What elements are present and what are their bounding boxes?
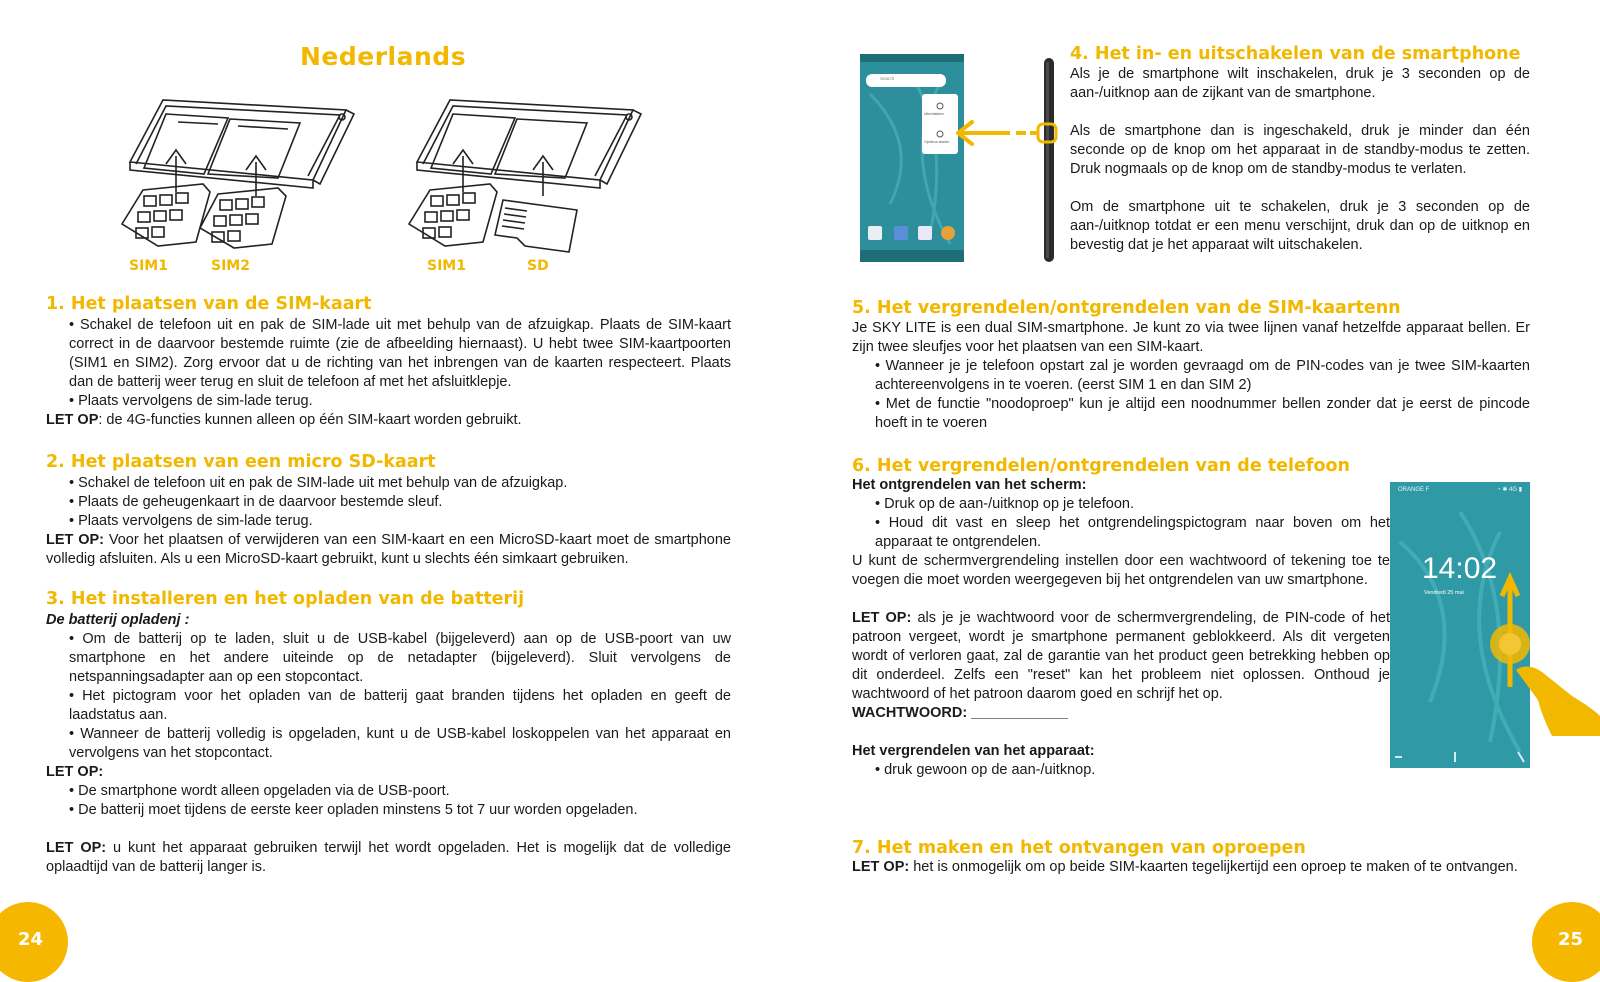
section-3-bullet-3: • Wanneer de batterij volledig is opgeladen, kunt u de USB-kabel loskoppelen van het apparaat en vervolgens van het stopcontact. <box>69 726 731 761</box>
section-4-paragraph-3: Om de smartphone uit te schakelen, druk je 3 seconden op de aan-/uitknop totdat er een menu verschijnt, druk dan op de uitknop en bevestig dat je het apparaat wilt uitschakelen. <box>1070 199 1530 253</box>
section-5-title: 5. Het vergrendelen/ontgrendelen van de SIM-kaartenn <box>852 298 1401 318</box>
figure-label-sim1-b: SIM1 <box>427 258 466 274</box>
section-2-note: LET OP: Voor het plaatsen of verwijderen van een SIM-kaart en een MicroSD-kaart moet de smartphone volledig afsluiten. Als u een MicroSD-kaart gebruikt, kunt u slechts één simkaart gebruiken. <box>46 532 731 567</box>
section-5-paragraph: Je SKY LITE is een dual SIM-smartphone. Je kunt zo via twee lijnen vanaf hetzelfde apparaat bellen. Er zijn twee sleufjes voor het plaatsen van een SIM-kaart. <box>852 320 1530 355</box>
section-7-body <box>852 858 1530 877</box>
page-number-badge-right <box>1532 902 1600 982</box>
section-4-paragraph-1: Als je de smartphone wilt inschakelen, druk je 3 seconden op de aan-/uitknop aan de zijkant van de smartphone. <box>1070 66 1530 101</box>
lock-screen-date: Vendredi 25 mai <box>1424 590 1464 596</box>
section-5-body <box>852 319 1530 433</box>
power-menu-item-restart: Opnieuw starten <box>924 140 950 144</box>
carrier-label: ORANGE F <box>1398 487 1430 493</box>
section-2-body <box>46 474 731 569</box>
section-2-bullet-3: • Plaats vervolgens de sim-lade terug. <box>69 513 313 529</box>
section-2-bullet-2: • Plaats de geheugenkaart in de daarvoor bestemde sleuf. <box>69 494 443 510</box>
left-page <box>0 0 800 972</box>
section-3-bullet-1: • Om de batterij op te laden, sluit u de USB-kabel (bijgeleverd) aan op de USB-poort van uw smartphone en het andere uiteinde op de netadapter (bijgeleverd). Sluit vervolgens de netspanningsadapter aan op een stopcontact. <box>69 631 731 685</box>
page-number-badge-left <box>0 902 68 982</box>
section-6-title: 6. Het vergrendelen/ontgrendelen van de telefoon <box>852 456 1351 476</box>
lock-screen-wallpaper <box>1390 482 1530 768</box>
section-6-body <box>852 476 1390 780</box>
section-6-bullet-3: • druk gewoon op de aan-/uitknop. <box>875 762 1096 778</box>
language-title: Nederlands <box>300 42 467 71</box>
power-menu-item-off: Uitschakelen <box>924 112 945 116</box>
section-3-title: 3. Het installeren en het opladen van de batterij <box>46 589 525 609</box>
section-5-bullet-1: • Wanneer je je telefoon opstart zal je worden gevraagd om de PIN-codes van je twee SIM-kaarten achtereenvolgens in te voeren. (eerst SIM 1 en dan SIM 2) <box>875 358 1530 393</box>
section-2-title: 2. Het plaatsen van een micro SD-kaart <box>46 452 436 472</box>
figure-label-sim1: SIM1 <box>129 258 168 274</box>
page-number-left: 24 <box>18 929 44 950</box>
phone-side-view <box>1036 56 1066 266</box>
section-3-note-heading: LET OP: <box>46 764 104 780</box>
section-1-bullet-1: • Schakel de telefoon uit en pak de SIM-lade uit met behulp van de afzuigkap. Plaats de SIM-kaart correct in de daarvoor bestemde ruimte (zie de afbeelding hiernaast). U hebt twee SIM-kaartpoorten (SIM1 en SIM2). Zorg ervoor dat u de richting van het inbrengen van de kaarten respecteert. Plaats dan de batterij weer terug en sluit de telefoon af met het afsluitklepje. <box>69 317 731 390</box>
sim-sd-tray-illustration <box>405 92 655 262</box>
password-line: WACHTWOORD: ____________ <box>852 705 1068 721</box>
section-3-bullet-4: • De smartphone wordt alleen opgeladen via de USB-poort. <box>69 783 450 799</box>
section-6-bullet-1: • Druk op de aan-/uitknop op je telefoon. <box>875 496 1134 512</box>
section-7-note: LET OP: het is onmogelijk om op beide SIM-kaarten tegelijkertijd een oproep te maken of te ontvangen. <box>852 859 1518 875</box>
section-1-body <box>46 316 731 430</box>
section-2-bullet-1: • Schakel de telefoon uit en pak de SIM-lade uit met behulp van de afzuigkap. <box>69 475 568 491</box>
section-6-subtitle-1: Het ontgrendelen van het scherm: <box>852 477 1087 493</box>
section-5-bullet-2: • Met de functie "noodoproep" kun je altijd een noodnummer bellen zonder dat je eerst de pincode hoeft in te voeren <box>875 396 1530 431</box>
section-3-bullet-5: • De batterij moet tijdens de eerste keer opladen minstens 5 tot 7 uur worden opgeladen. <box>69 802 638 818</box>
finger-hand-icon <box>1512 656 1600 736</box>
phone-lock-screen-image <box>1390 482 1530 768</box>
section-3-body <box>46 611 731 877</box>
section-4-body <box>1070 65 1530 255</box>
figure-label-sim2: SIM2 <box>211 258 250 274</box>
section-3-bullet-2: • Het pictogram voor het opladen van de batterij gaat branden tijdens het opladen en geeft de laadstatus aan. <box>69 688 731 723</box>
figure-label-sd: SD <box>527 258 549 274</box>
section-4-title: 4. Het in- en uitschakelen van de smartphone <box>1070 44 1521 64</box>
section-6-paragraph: U kunt de schermvergrendeling instellen door een wachtwoord of tekening toe te voegen die moet worden weergegeven bij het ontgrendelen van uw smartphone. <box>852 553 1390 588</box>
status-icons: ◔ ✱ 4G ▮ <box>1497 487 1522 493</box>
section-4-paragraph-2: Als de smartphone dan is ingeschakeld, druk je minder dan één seconde op de knop om het apparaat in de standby-modus te zetten. Druk nogmaals op de knop om de standby-modus te verlaten. <box>1070 123 1530 177</box>
section-6-bullet-2: • Houd dit vast en sleep het ontgrendelingspictogram naar boven om het apparaat te ontgrendelen. <box>875 515 1390 550</box>
section-3-subtitle: De batterij opladenj : <box>46 612 190 628</box>
section-1-bullet-2: • Plaats vervolgens de sim-lade terug. <box>69 393 313 409</box>
section-6-subtitle-2: Het vergrendelen van het apparaat: <box>852 743 1095 759</box>
right-page <box>800 0 1600 972</box>
section-6-note: LET OP: als je je wachtwoord voor de schermvergrendeling, de PIN-code of het patroon vergeet, wordt je smartphone permanent geblokkeerd. Als dit vergeten wordt of verloren gaat, zal de garantie van het product geen betrekking hebben op dit onderdeel. Zelfs een "reset" kan het probleem niet oplossen. Onthoud je wachtwoord of het patroon daarom goed en schrijf het op. <box>852 610 1390 702</box>
sim-tray-illustration-1 <box>118 92 368 262</box>
section-7-title: 7. Het maken en het ontvangen van oproepen <box>852 838 1306 858</box>
search-bar-text: Search <box>880 76 895 81</box>
section-1-title: 1. Het plaatsen van de SIM-kaart <box>46 294 372 314</box>
page-number-right: 25 <box>1558 929 1584 950</box>
section-1-note: LET OP: de 4G-functies kunnen alleen op één SIM-kaart worden gebruikt. <box>46 412 522 428</box>
phone-home-screen-image <box>860 54 964 262</box>
lock-screen-time: 14:02 <box>1422 552 1498 585</box>
section-3-note-2: LET OP: u kunt het apparaat gebruiken terwijl het wordt opgeladen. Het is mogelijk dat de volledige oplaadtijd van de batterij langer is. <box>46 840 731 875</box>
